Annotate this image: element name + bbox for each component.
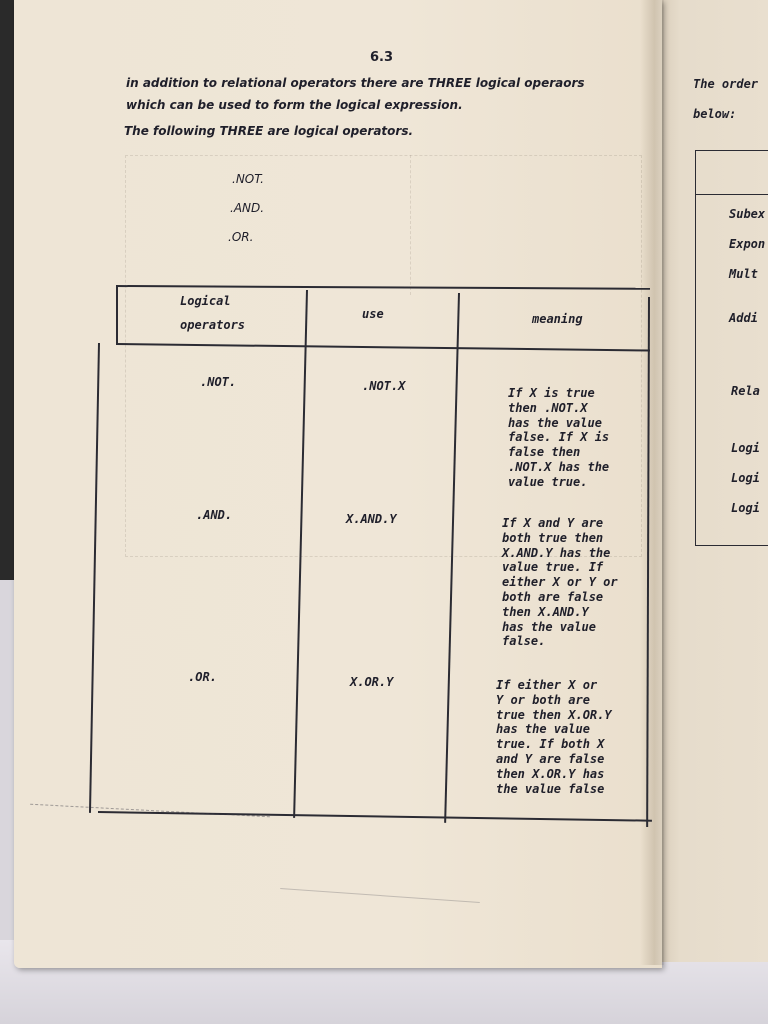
right-page-item: Logi xyxy=(731,441,760,455)
table-left-border xyxy=(116,285,118,345)
table-cell-operator: .AND. xyxy=(196,508,233,522)
table-cell-meaning: If X is true then .NOT.X has the value false. If X is false then .NOT.X has the value true. xyxy=(508,386,610,489)
right-page-item: Mult xyxy=(729,267,758,281)
table-cell-meaning: If X and Y are both true then X.AND.Y has the value true. If either X or Y or both are false then X.AND.Y has the value false. xyxy=(502,516,618,649)
bleed-through-table xyxy=(125,155,642,557)
operator-list-item: .OR. xyxy=(228,230,254,244)
table-cell-use: .NOT.X xyxy=(362,379,406,393)
table-cell-operator: .OR. xyxy=(188,670,217,684)
intro-line-1: in addition to relational operators there are THREE logical operaors xyxy=(126,76,585,90)
right-page-line-2: below: xyxy=(693,107,737,121)
right-page-item: Expon xyxy=(729,237,766,251)
header-meaning: meaning xyxy=(532,312,583,326)
right-page-line-1: The order xyxy=(693,77,759,91)
operator-list-item: .NOT. xyxy=(232,172,264,186)
table-cell-use: X.AND.Y xyxy=(346,512,397,526)
table-cell-use: X.OR.Y xyxy=(350,675,394,689)
page-number: 6.3 xyxy=(370,50,394,65)
intro-line-2: which can be used to form the logical expression. xyxy=(126,98,463,112)
operator-list-item: .AND. xyxy=(230,201,265,215)
intro-line-3: The following THREE are logical operators. xyxy=(124,124,414,138)
right-page-item: Subex xyxy=(729,207,766,221)
bleed-through-divider xyxy=(410,155,411,295)
header-use: use xyxy=(362,307,384,321)
table-cell-operator: .NOT. xyxy=(200,375,237,389)
table-cell-meaning: If either X or Y or both are true then X.OR.Y has the value true. If both X and Y are false then X.OR.Y has the value false xyxy=(496,678,612,796)
right-page-item: Logi xyxy=(731,471,760,485)
header-operators: operators xyxy=(180,318,246,332)
right-page-item: Logi xyxy=(731,501,760,515)
right-page-table-header-divider xyxy=(695,194,768,195)
right-page-item: Rela xyxy=(731,384,760,398)
right-page-item: Addi xyxy=(729,311,758,325)
header-logical: Logical xyxy=(180,294,231,308)
